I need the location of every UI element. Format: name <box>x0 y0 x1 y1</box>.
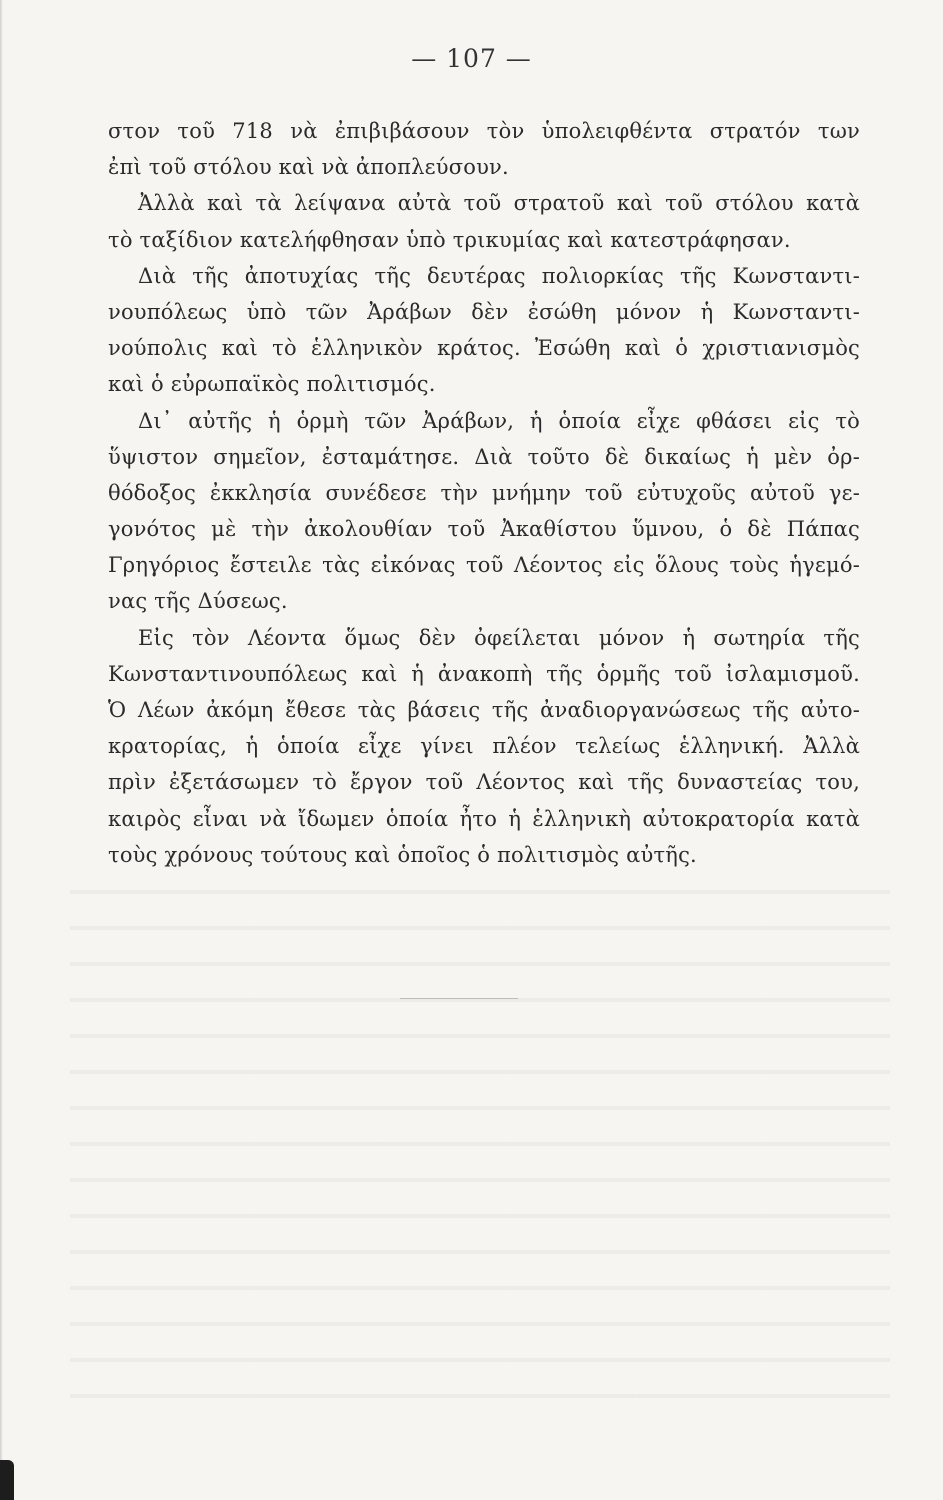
body-text <box>108 113 860 873</box>
text-line: καιρὸς εἶναι νὰ ἴδωμεν ὁποία ἦτο ἡ ἑλληνικὴ αὐτοκρατορία κατὰ <box>108 806 860 831</box>
text-line: θόδοξος ἐκκλησία συνέδεσε τὴν μνήμην τοῦ εὐτυχοῦς αὐτοῦ γε- <box>108 480 860 505</box>
reverse-side-bleed-through <box>70 870 890 1430</box>
text-line: νουπόλεως ὑπὸ τῶν Ἀράβων δὲν ἐσώθη μόνον ἡ Κωνσταντι- <box>108 299 860 324</box>
text-line: τοὺς χρόνους τούτους καὶ ὁποῖος ὁ πολιτισμὸς αὐτῆς. <box>108 842 697 867</box>
section-divider <box>400 998 518 999</box>
text-line: Δι᾽ αὐτῆς ἡ ὁρμὴ τῶν Ἀράβων, ἡ ὁποία εἶχε φθάσει εἰς τὸ <box>138 408 860 433</box>
text-line: γονότος μὲ τὴν ἀκολουθίαν τοῦ Ἀκαθίστου ὕμνου, ὁ δὲ Πάπας <box>108 517 860 542</box>
text-line: ὕψιστον σημεῖον, ἐσταμάτησε. Διὰ τοῦτο δὲ δικαίως ἡ μὲν ὀρ- <box>108 444 860 469</box>
text-line: Γρηγόριος ἔστειλε τὰς εἰκόνας τοῦ Λέοντος εἰς ὅλους τοὺς ἡγεμό- <box>108 553 860 578</box>
page-corner-mark <box>0 1460 14 1500</box>
text-line: νας τῆς Δύσεως. <box>108 589 288 614</box>
text-line: στον τοῦ 718 νὰ ἐπιβιβάσουν τὸν ὑπολειφθέντα στρατόν των <box>108 119 860 143</box>
text-line: κρατορίας, ἡ ὁποία εἶχε γίνει πλέον τελείως ἑλληνική. Ἀλλὰ <box>108 734 860 759</box>
text-line: Εἰς τὸν Λέοντα ὅμως δὲν ὀφείλεται μόνον ἡ σωτηρία τῆς <box>138 625 860 650</box>
text-line: Ἀλλὰ καὶ τὰ λείψανα αὐτὰ τοῦ στρατοῦ καὶ τοῦ στόλου κατὰ <box>138 191 860 216</box>
text-line: Διὰ τῆς ἀποτυχίας τῆς δευτέρας πολιορκίας τῆς Κωνσταντι- <box>138 263 860 288</box>
text-line: Ὁ Λέων ἀκόμη ἔθεσε τὰς βάσεις τῆς ἀναδιοργανώσεως τῆς αὐτο- <box>108 698 860 722</box>
text-line: καὶ ὁ εὐρωπαϊκὸς πολιτισμός. <box>108 372 436 397</box>
text-line: τὸ ταξίδιον κατελήφθησαν ὑπὸ τρικυμίας καὶ κατεστράφησαν. <box>108 227 791 252</box>
page-number: — 107 — <box>411 44 532 73</box>
page-edge-shadow <box>0 0 3 1500</box>
text-line: ἐπὶ τοῦ στόλου καὶ νὰ ἀποπλεύσουν. <box>108 155 509 180</box>
text-line: νούπολις καὶ τὸ ἑλληνικὸν κράτος. Ἐσώθη καὶ ὁ χριστιανισμὸς <box>108 336 860 361</box>
text-line: πρὶν ἐξετάσωμεν τὸ ἔργον τοῦ Λέοντος καὶ τῆς δυναστείας του, <box>108 770 860 795</box>
text-line: Κωνσταντινουπόλεως καὶ ἡ ἀνακοπὴ τῆς ὁρμῆς τοῦ ἰσλαμισμοῦ. <box>108 661 860 686</box>
